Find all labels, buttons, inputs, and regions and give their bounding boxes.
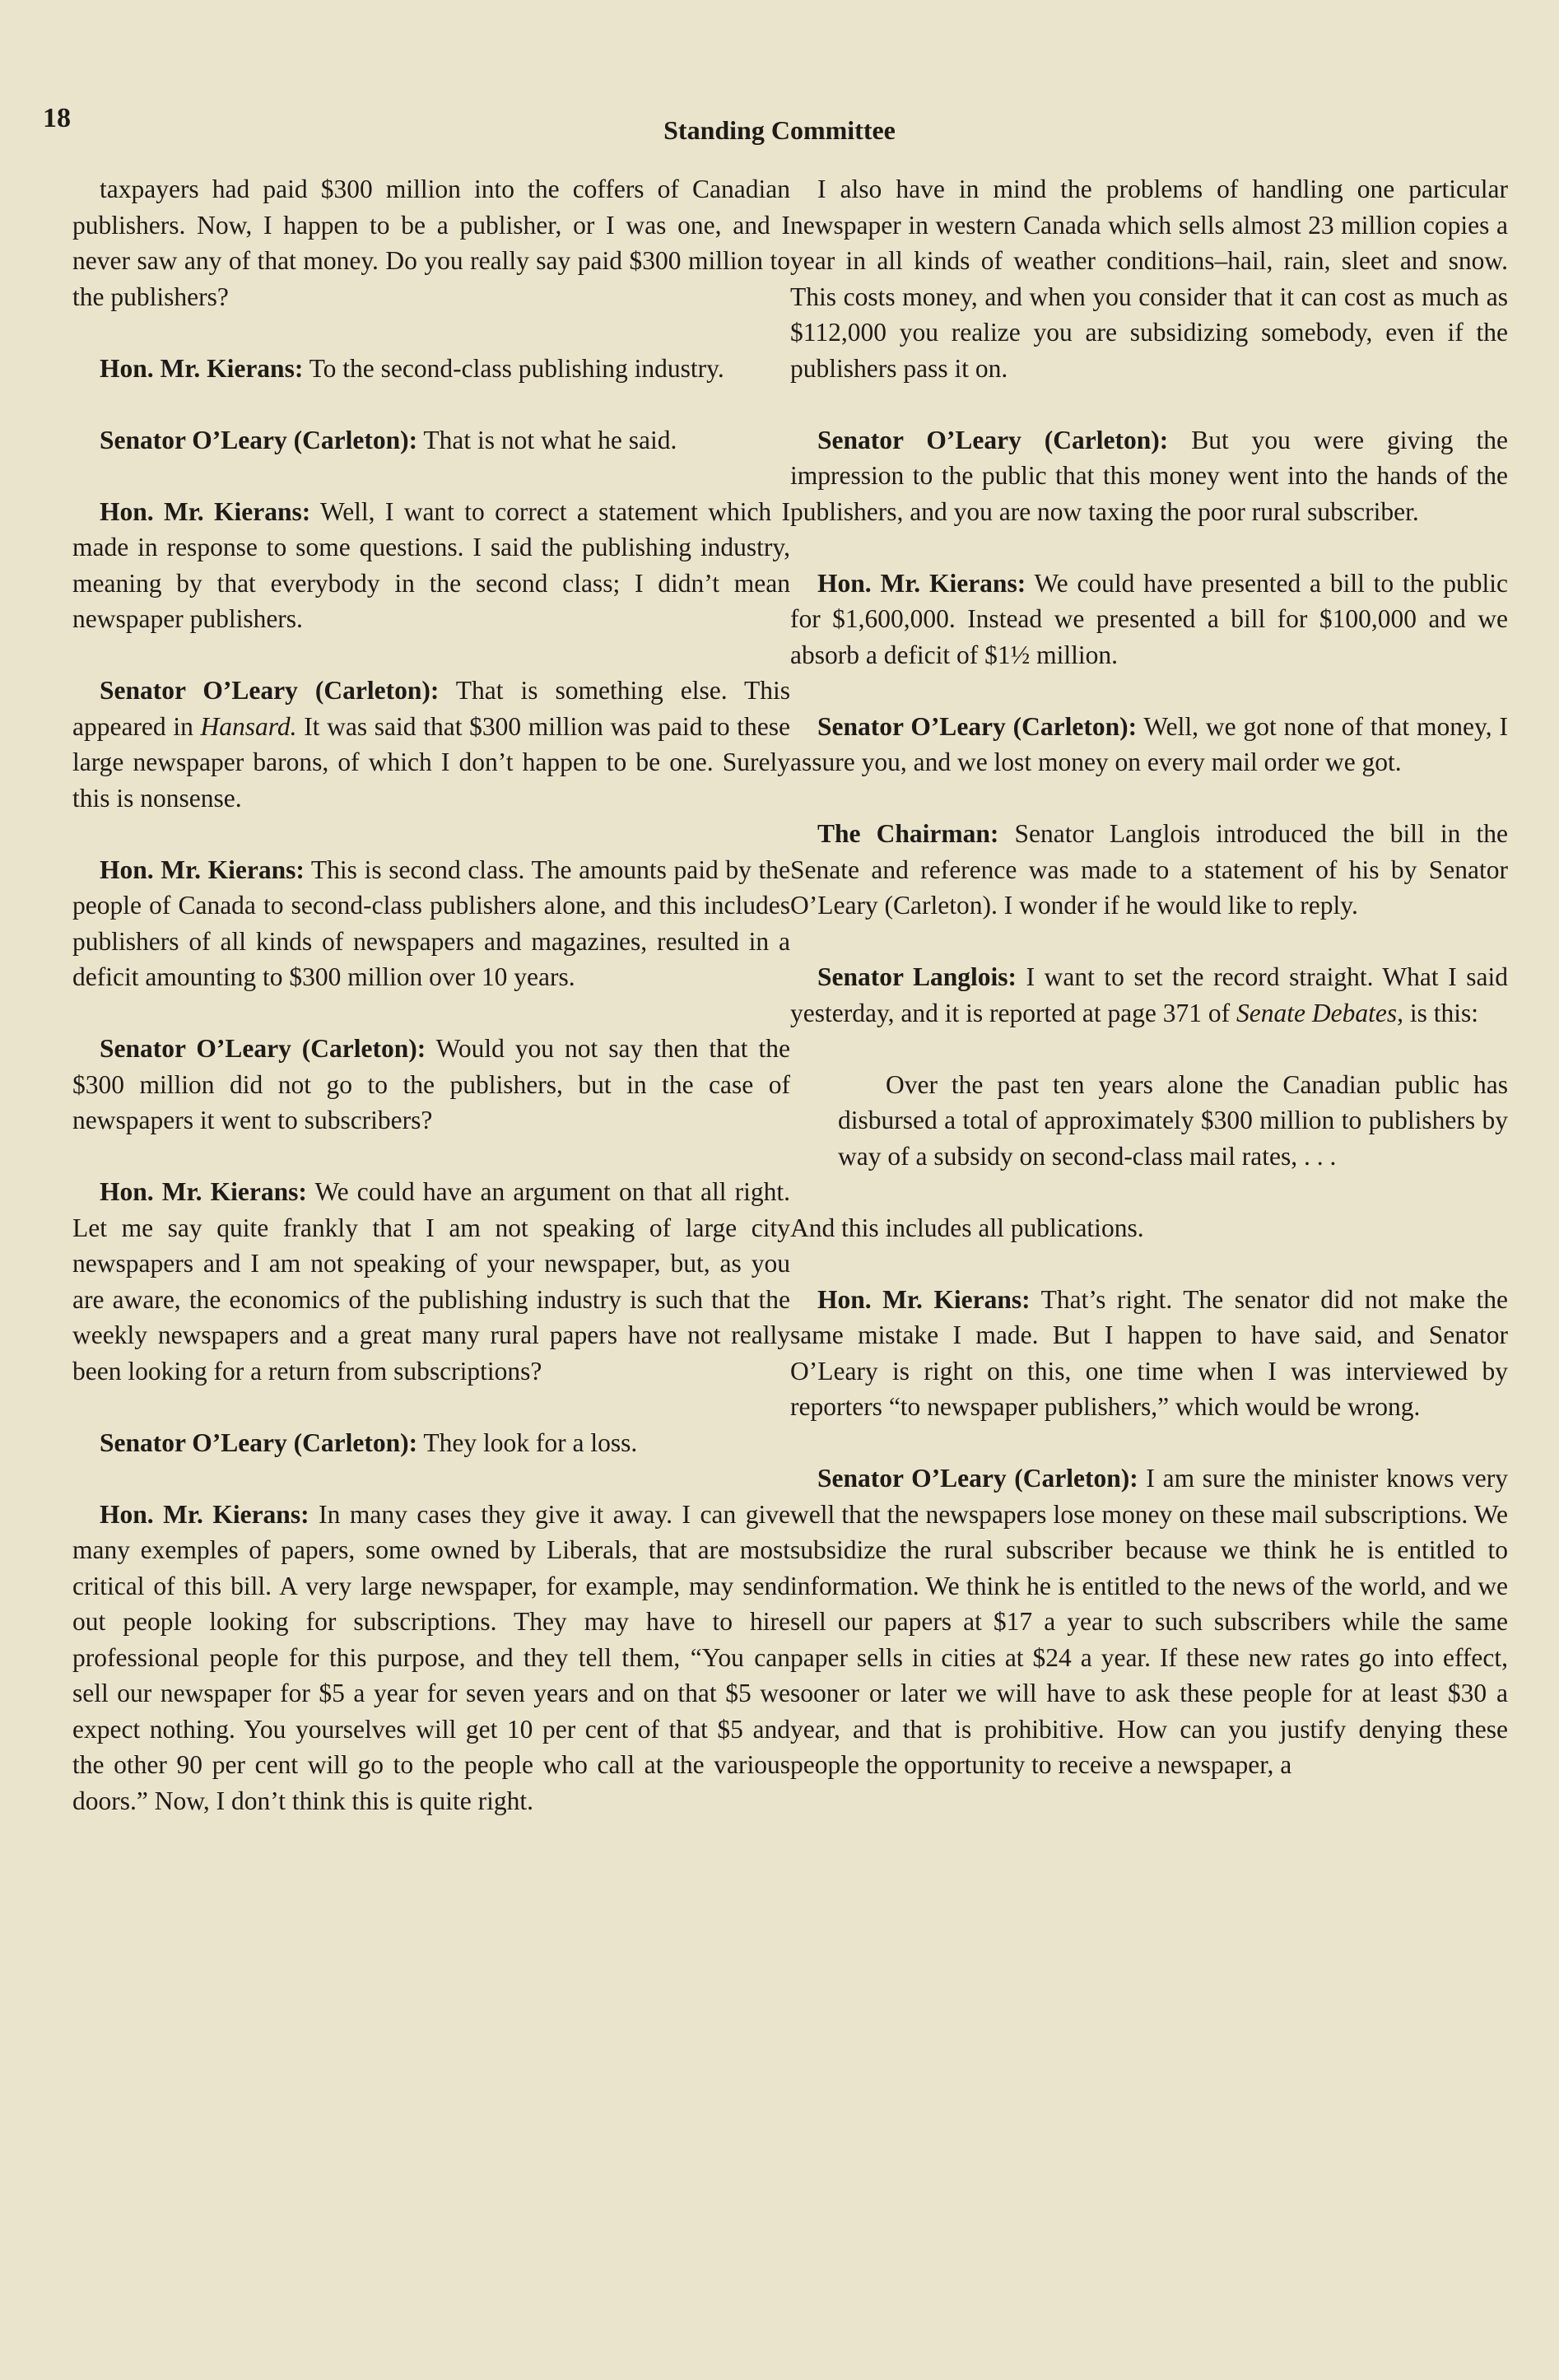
speaker-name: Hon. Mr. Kierans:	[100, 496, 311, 526]
paragraph	[838, 1067, 1508, 1175]
speaker-name: Senator O’Leary (Carleton):	[817, 1464, 1138, 1493]
paragraph-text: I also have in mind the problems of handling one particular newspaper in western Canada which sells almost 23 million copies a year in all kinds of weather conditions–hail, rain, sleet and snow. This costs money, and when you consider that it can cost as much as $112,000 you realize you are subsidizing somebody, even if the publishers pass it on.	[790, 175, 1508, 383]
paragraph-text: To the second-class publishing industry.	[303, 353, 724, 383]
paragraph-text: But you were giving the impression to the public that this money went into the hands of the publishers, and you are now taxing the poor rural subscriber.	[790, 425, 1508, 526]
paragraph	[72, 422, 790, 459]
right-column	[790, 171, 1508, 1819]
paragraph-text: That’s right. The senator did not make the same mistake I made. But I happen to have said, and Senator O’Leary is right on this, one time when I was interviewed by reporters “to newspaper publishers,” which would be wrong.	[790, 1284, 1508, 1421]
speaker-name: Senator O’Leary (Carleton):	[100, 1034, 426, 1063]
speaker-name: Senator O’Leary (Carleton):	[100, 676, 440, 705]
paragraph	[72, 673, 790, 816]
paragraph-text: This is second class. The amounts paid by the people of Canada to second-class publishers alone, and this includes publishers of all kinds of newspapers and magazines, resulted in a deficit amounting to $300 million over 10 years.	[72, 855, 790, 991]
paragraph-text: Well, we got none of that money, I assure you, and we lost money on every mail order we got.	[790, 711, 1508, 776]
paragraph-text: We could have an argument on that all right. Let me say quite frankly that I am not speaking of large city newspapers and I am not speaking of your newspaper, but, as you are aware, the economics of the publishing industry is such that the weekly newspapers and a great many rural papers have not really been looking for a return from subscriptions?	[72, 1177, 790, 1386]
paragraph-text: I want to set the record straight. What I said yesterday, and it is reported at page 371 of	[790, 962, 1509, 1027]
paragraph-text: They look for a loss.	[417, 1428, 638, 1457]
paragraph	[790, 422, 1508, 530]
paragraph-text: is this:	[1403, 998, 1478, 1027]
speaker-name: Hon. Mr. Kierans:	[817, 568, 1026, 598]
speaker-name: Senator Langlois:	[817, 962, 1017, 991]
speaker-name: Senator O’Leary (Carleton):	[817, 425, 1169, 454]
paragraph-text: taxpayers had paid $300 million into the coffers of Canadian publishers. Now, I happen to be a publisher, or I was one, and I never saw any of that money. Do you really say paid $300 million to the publishers?	[72, 175, 790, 311]
italic-title: Hansard.	[200, 711, 297, 741]
paragraph-text: It was said that $300 million was paid to these large newspaper barons, of which I don’t happen to be one. Surely this is nonsense.	[72, 711, 790, 813]
paragraph-text: That is not what he said.	[417, 425, 677, 454]
paragraph	[790, 566, 1508, 673]
paragraph	[790, 1210, 1508, 1246]
paragraph-text: Senator Langlois introduced the bill in the Senate and reference was made to a statement of his by Senator O’Leary (Carleton). I wonder if he would like to reply.	[790, 819, 1508, 920]
speaker-name: Hon. Mr. Kierans:	[100, 1499, 309, 1529]
paragraph	[790, 1460, 1508, 1783]
paragraph	[72, 494, 790, 637]
speaker-name: Hon. Mr. Kierans:	[100, 353, 304, 383]
paragraph-text: Over the past ten years alone the Canadian public has disbursed a total of approximately $300 million to publishers by way of a subsidy on second-class mail rates, . . .	[838, 1069, 1508, 1171]
paragraph-text: And this includes all publications.	[790, 1213, 1144, 1242]
italic-title: Senate Debates,	[1236, 998, 1403, 1027]
paragraph-text: I am sure the minister knows very well that the newspapers lose money on these mail subscriptions. We subsidize the rural subscriber because we think he is entitled to information. We think he is entitled to the news of the world, and we sell our papers at $17 a year to such subscribers while the same paper sells in cities at $24 a year. If these new rates go into effect, sooner or later we will have to ask these people for at least $30 a year, and that is prohibitive. How can you justify denying these people the opportunity to receive a newspaper, a	[790, 1464, 1508, 1779]
paragraph	[72, 1497, 790, 1819]
paragraph	[790, 171, 1508, 386]
paragraph	[72, 1174, 790, 1389]
paragraph-text: Well, I want to correct a statement which I made in response to some questions. I said the publishing industry, meaning by that everybody in the second class; I didn’t mean newspaper publishers.	[72, 496, 790, 633]
paragraph	[790, 959, 1508, 1031]
paragraph	[72, 171, 790, 314]
page-number: 18	[43, 103, 71, 133]
speaker-name: Hon. Mr. Kierans:	[100, 1177, 307, 1206]
paragraph-text: We could have presented a bill to the public for $1,600,000. Instead we presented a bill for $100,000 and we absorb a deficit of $1½ million.	[790, 568, 1508, 669]
speaker-name: Senator O’Leary (Carleton):	[100, 1428, 418, 1457]
speaker-name: Senator O’Leary (Carleton):	[817, 711, 1138, 741]
speaker-name: Senator O’Leary (Carleton):	[100, 425, 418, 454]
paragraph-text: In many cases they give it away. I can give many exemples of papers, some owned by Liberals, that are most critical of this bill. A very large newspaper, for example, may send out people looking for subscriptions. They may have to hire professional people for this purpose, and they tell them, “You can sell our newspaper for $5 a year for seven years and on that $5 we expect nothing. You yourselves will get 10 per cent of that $5 and the other 90 per cent will go to the people who call at the various doors.” Now, I don’t think this is quite right.	[72, 1499, 790, 1815]
left-column	[72, 171, 790, 1855]
speaker-name: Hon. Mr. Kierans:	[100, 855, 305, 884]
paragraph-text: That is something else. This appeared in	[72, 676, 790, 741]
running-title: Standing Committee	[663, 115, 896, 145]
speaker-name: The Chairman:	[817, 819, 999, 848]
paragraph	[72, 1031, 790, 1139]
paragraph	[790, 816, 1508, 924]
paragraph	[72, 1425, 790, 1461]
paragraph-text: Would you not say then that the $300 million did not go to the publishers, but in the case of newspapers it went to subscribers?	[72, 1034, 790, 1134]
paragraph	[790, 1282, 1508, 1425]
paragraph	[72, 852, 790, 995]
paragraph	[72, 351, 790, 387]
paragraph	[790, 709, 1508, 780]
speaker-name: Hon. Mr. Kierans:	[817, 1284, 1031, 1314]
